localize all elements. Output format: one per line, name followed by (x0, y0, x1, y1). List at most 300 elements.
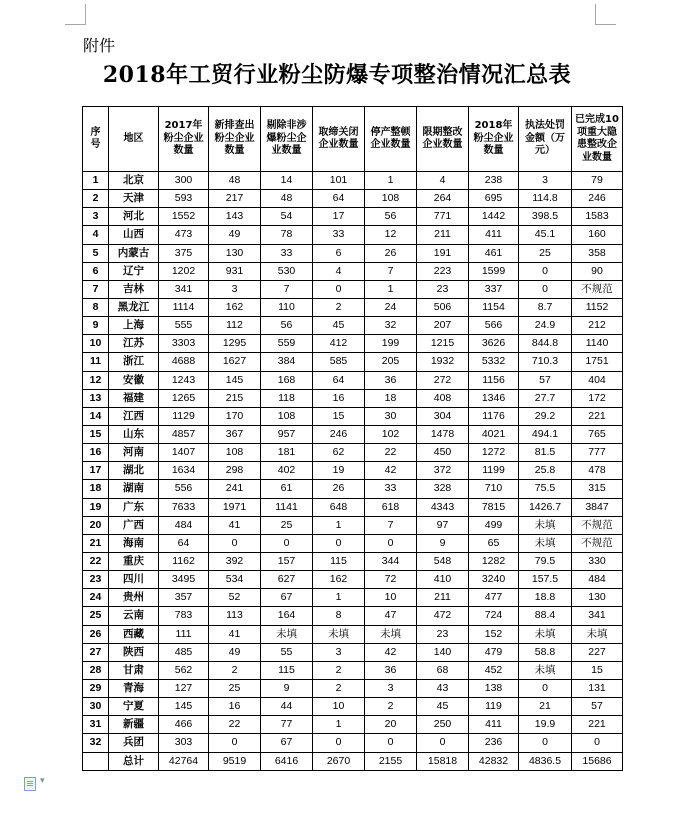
cell-region: 福建 (109, 389, 159, 407)
cell-rectify: 450 (417, 444, 469, 462)
cell-count-2017: 4688 (159, 353, 209, 371)
cell-region: 西藏 (109, 625, 159, 643)
cell-suspended: 30 (365, 407, 417, 425)
cell-completed: 57 (572, 698, 623, 716)
cell-penalty: 88.4 (519, 607, 572, 625)
cell-new-found: 241 (209, 480, 261, 498)
cell-new-found: 41 (209, 625, 261, 643)
cell-rectify: 410 (417, 571, 469, 589)
table-row (83, 389, 623, 407)
cell-closed: 3 (313, 643, 365, 661)
cell-rectify: 9 (417, 534, 469, 552)
cell-rectify: 211 (417, 226, 469, 244)
table-row (83, 172, 623, 190)
cell-new-found: 9519 (209, 752, 261, 770)
cell-suspended: 56 (365, 208, 417, 226)
cell-closed: 45 (313, 317, 365, 335)
cell-count-2018: 566 (469, 317, 519, 335)
cell-suspended: 1 (365, 280, 417, 298)
cell-suspended: 未填 (365, 625, 417, 643)
cell-count-2018: 238 (469, 172, 519, 190)
cell-rectify: 272 (417, 371, 469, 389)
cell-completed: 227 (572, 643, 623, 661)
cell-suspended: 3 (365, 679, 417, 697)
cell-count-2017: 562 (159, 661, 209, 679)
cell-region: 湖南 (109, 480, 159, 498)
cell-penalty: 未填 (519, 661, 572, 679)
cell-count-2017: 473 (159, 226, 209, 244)
cell-excluded: 1141 (261, 498, 313, 516)
cell-completed: 79 (572, 172, 623, 190)
cell-count-2018: 461 (469, 244, 519, 262)
cell-new-found: 0 (209, 734, 261, 752)
cell-rectify: 1478 (417, 425, 469, 443)
document-icon[interactable] (24, 777, 36, 791)
cell-excluded: 56 (261, 317, 313, 335)
cell-suspended: 42 (365, 462, 417, 480)
cell-closed: 2 (313, 298, 365, 316)
cell-count-2018: 695 (469, 190, 519, 208)
cell-penalty: 24.9 (519, 317, 572, 335)
cell-rectify: 472 (417, 607, 469, 625)
cell-region: 山东 (109, 425, 159, 443)
table-row (83, 552, 623, 570)
cell-penalty: 未填 (519, 516, 572, 534)
cell-penalty: 398.5 (519, 208, 572, 226)
cell-count-2018: 119 (469, 698, 519, 716)
cell-closed: 412 (313, 335, 365, 353)
cell-new-found: 49 (209, 643, 261, 661)
table-row (83, 244, 623, 262)
attachment-label: 附件 (83, 36, 116, 55)
cell-count-2018: 65 (469, 534, 519, 552)
cell-completed: 212 (572, 317, 623, 335)
cell-count-2017: 555 (159, 317, 209, 335)
cell-closed: 64 (313, 190, 365, 208)
table-row (83, 679, 623, 697)
cell-completed: 330 (572, 552, 623, 570)
cell-count-2018: 499 (469, 516, 519, 534)
cell-count-2017: 111 (159, 625, 209, 643)
cell-rectify: 1932 (417, 353, 469, 371)
cell-excluded: 67 (261, 734, 313, 752)
cell-region: 兵团 (109, 734, 159, 752)
cell-new-found: 298 (209, 462, 261, 480)
cell-region: 陕西 (109, 643, 159, 661)
cell-count-2017: 1114 (159, 298, 209, 316)
cell-excluded: 957 (261, 425, 313, 443)
cell-new-found: 143 (209, 208, 261, 226)
cell-suspended: 7 (365, 516, 417, 534)
cell-excluded: 110 (261, 298, 313, 316)
cell-rectify: 548 (417, 552, 469, 570)
cell-count-2017: 145 (159, 698, 209, 716)
cell-completed: 172 (572, 389, 623, 407)
cell-completed: 160 (572, 226, 623, 244)
table-row (83, 444, 623, 462)
cell-rectify: 0 (417, 734, 469, 752)
cell-count-2017: 300 (159, 172, 209, 190)
cell-index: 7 (83, 280, 109, 298)
cell-index: 3 (83, 208, 109, 226)
cell-index: 15 (83, 425, 109, 443)
cell-closed: 62 (313, 444, 365, 462)
cell-closed: 16 (313, 389, 365, 407)
cell-penalty: 29.2 (519, 407, 572, 425)
cell-count-2017: 1162 (159, 552, 209, 570)
cell-penalty: 27.7 (519, 389, 572, 407)
cell-count-2018: 4021 (469, 425, 519, 443)
cell-region: 广西 (109, 516, 159, 534)
table-row (83, 425, 623, 443)
cell-excluded: 78 (261, 226, 313, 244)
cell-suspended: 24 (365, 298, 417, 316)
cell-rectify: 68 (417, 661, 469, 679)
table-row (83, 571, 623, 589)
cell-closed: 0 (313, 280, 365, 298)
cell-excluded: 未填 (261, 625, 313, 643)
cell-completed: 765 (572, 425, 623, 443)
cell-closed: 648 (313, 498, 365, 516)
cell-rectify: 304 (417, 407, 469, 425)
cell-region: 上海 (109, 317, 159, 335)
cell-completed: 不规范 (572, 516, 623, 534)
cell-penalty: 18.8 (519, 589, 572, 607)
cell-suspended: 47 (365, 607, 417, 625)
table-row (83, 716, 623, 734)
cell-count-2017: 3303 (159, 335, 209, 353)
cell-completed: 484 (572, 571, 623, 589)
cell-penalty: 45.1 (519, 226, 572, 244)
cell-suspended: 10 (365, 589, 417, 607)
cell-index: 5 (83, 244, 109, 262)
cell-excluded: 48 (261, 190, 313, 208)
cell-completed: 404 (572, 371, 623, 389)
cell-completed: 0 (572, 734, 623, 752)
cell-count-2018: 152 (469, 625, 519, 643)
cell-index: 26 (83, 625, 109, 643)
header-completed: 已完成10项重大隐患整改企业数量 (572, 107, 623, 172)
cell-region: 青海 (109, 679, 159, 697)
cell-new-found: 3 (209, 280, 261, 298)
cell-count-2018: 1282 (469, 552, 519, 570)
cell-closed: 15 (313, 407, 365, 425)
cell-count-2018: 477 (469, 589, 519, 607)
cell-new-found: 16 (209, 698, 261, 716)
table-row (83, 262, 623, 280)
cell-closed: 1 (313, 516, 365, 534)
table-total-row (83, 752, 623, 770)
cell-count-2018: 1156 (469, 371, 519, 389)
cell-region: 宁夏 (109, 698, 159, 716)
cell-excluded: 181 (261, 444, 313, 462)
table-row (83, 516, 623, 534)
cell-new-found: 534 (209, 571, 261, 589)
header-closed: 取缔关闭企业数量 (313, 107, 365, 172)
cell-region: 辽宁 (109, 262, 159, 280)
cell-new-found: 130 (209, 244, 261, 262)
header-2018-count: 2018年粉尘企业数量 (469, 107, 519, 172)
cell-new-found: 2 (209, 661, 261, 679)
cell-penalty: 未填 (519, 625, 572, 643)
cell-penalty: 3 (519, 172, 572, 190)
table-row (83, 534, 623, 552)
cell-excluded: 115 (261, 661, 313, 679)
cell-count-2017: 485 (159, 643, 209, 661)
cell-excluded: 6416 (261, 752, 313, 770)
cell-closed: 4 (313, 262, 365, 280)
cell-index: 31 (83, 716, 109, 734)
cell-region: 江苏 (109, 335, 159, 353)
cell-index: 6 (83, 262, 109, 280)
cell-penalty: 25.8 (519, 462, 572, 480)
cell-excluded: 67 (261, 589, 313, 607)
cell-count-2017: 484 (159, 516, 209, 534)
cell-count-2018: 411 (469, 226, 519, 244)
cell-completed: 1152 (572, 298, 623, 316)
cell-count-2017: 1634 (159, 462, 209, 480)
cell-new-found: 1295 (209, 335, 261, 353)
cell-new-found: 367 (209, 425, 261, 443)
cell-suspended: 7 (365, 262, 417, 280)
cell-index: 28 (83, 661, 109, 679)
cell-index: 23 (83, 571, 109, 589)
cell-count-2017: 3495 (159, 571, 209, 589)
cell-count-2017: 4857 (159, 425, 209, 443)
cell-completed: 90 (572, 262, 623, 280)
cell-penalty: 0 (519, 679, 572, 697)
cell-completed: 777 (572, 444, 623, 462)
cell-region: 山西 (109, 226, 159, 244)
cell-excluded: 7 (261, 280, 313, 298)
cell-suspended: 1 (365, 172, 417, 190)
cell-region: 北京 (109, 172, 159, 190)
cell-suspended: 42 (365, 643, 417, 661)
cell-index: 20 (83, 516, 109, 534)
cell-rectify: 43 (417, 679, 469, 697)
cell-region: 浙江 (109, 353, 159, 371)
cell-count-2018: 138 (469, 679, 519, 697)
cell-suspended: 344 (365, 552, 417, 570)
table-row (83, 371, 623, 389)
cell-closed: 17 (313, 208, 365, 226)
cell-suspended: 2 (365, 698, 417, 716)
cell-penalty: 58.8 (519, 643, 572, 661)
cell-penalty: 844.8 (519, 335, 572, 353)
cell-penalty: 157.5 (519, 571, 572, 589)
cell-index: 14 (83, 407, 109, 425)
cell-region: 黑龙江 (109, 298, 159, 316)
cell-count-2017: 466 (159, 716, 209, 734)
cell-index: 16 (83, 444, 109, 462)
cell-index: 12 (83, 371, 109, 389)
header-penalty: 执法处罚金额（万元） (519, 107, 572, 172)
cell-rectify: 4343 (417, 498, 469, 516)
cell-excluded: 559 (261, 335, 313, 353)
cell-completed: 246 (572, 190, 623, 208)
cell-closed: 585 (313, 353, 365, 371)
cell-count-2017: 64 (159, 534, 209, 552)
cell-count-2018: 1442 (469, 208, 519, 226)
table-row (83, 589, 623, 607)
cell-count-2018: 5332 (469, 353, 519, 371)
cell-closed: 246 (313, 425, 365, 443)
cell-new-found: 22 (209, 716, 261, 734)
cell-new-found: 108 (209, 444, 261, 462)
cell-penalty: 21 (519, 698, 572, 716)
cell-rectify: 97 (417, 516, 469, 534)
cell-index: 27 (83, 643, 109, 661)
cell-rectify: 328 (417, 480, 469, 498)
cell-excluded: 168 (261, 371, 313, 389)
cell-closed: 2 (313, 661, 365, 679)
cell-closed: 19 (313, 462, 365, 480)
cell-new-found: 41 (209, 516, 261, 534)
cell-count-2018: 236 (469, 734, 519, 752)
cell-new-found: 145 (209, 371, 261, 389)
table-row (83, 607, 623, 625)
cell-count-2018: 479 (469, 643, 519, 661)
cell-count-2018: 3626 (469, 335, 519, 353)
cell-excluded: 14 (261, 172, 313, 190)
cell-suspended: 205 (365, 353, 417, 371)
cell-new-found: 52 (209, 589, 261, 607)
cell-rectify: 140 (417, 643, 469, 661)
cell-index: 9 (83, 317, 109, 335)
cell-count-2018: 1599 (469, 262, 519, 280)
table-row (83, 643, 623, 661)
cell-excluded: 55 (261, 643, 313, 661)
cell-completed: 未填 (572, 625, 623, 643)
cell-penalty: 57 (519, 371, 572, 389)
cell-completed: 478 (572, 462, 623, 480)
table-row (83, 353, 623, 371)
cell-count-2017: 1202 (159, 262, 209, 280)
cell-completed: 315 (572, 480, 623, 498)
cell-rectify: 264 (417, 190, 469, 208)
cell-suspended: 12 (365, 226, 417, 244)
cell-closed: 101 (313, 172, 365, 190)
cell-penalty: 81.5 (519, 444, 572, 462)
cell-excluded: 530 (261, 262, 313, 280)
cell-index: 2 (83, 190, 109, 208)
chevron-down-icon[interactable]: ▾ (40, 776, 45, 786)
header-index: 序号 (83, 107, 109, 172)
header-region: 地区 (109, 107, 159, 172)
cell-excluded: 44 (261, 698, 313, 716)
cell-completed: 358 (572, 244, 623, 262)
cell-new-found: 170 (209, 407, 261, 425)
cell-excluded: 54 (261, 208, 313, 226)
cell-closed: 8 (313, 607, 365, 625)
cell-index: 25 (83, 607, 109, 625)
cell-count-2017: 1407 (159, 444, 209, 462)
cell-count-2017: 1265 (159, 389, 209, 407)
cell-suspended: 32 (365, 317, 417, 335)
cell-closed: 64 (313, 371, 365, 389)
cell-excluded: 9 (261, 679, 313, 697)
cell-new-found: 0 (209, 534, 261, 552)
cell-excluded: 0 (261, 534, 313, 552)
cell-closed: 6 (313, 244, 365, 262)
cell-closed: 0 (313, 734, 365, 752)
table-row (83, 625, 623, 643)
cell-suspended: 0 (365, 534, 417, 552)
cell-suspended: 618 (365, 498, 417, 516)
cell-region: 湖北 (109, 462, 159, 480)
cell-closed: 0 (313, 534, 365, 552)
cell-rectify: 372 (417, 462, 469, 480)
cell-suspended: 199 (365, 335, 417, 353)
cell-suspended: 2155 (365, 752, 417, 770)
cell-completed: 1583 (572, 208, 623, 226)
cell-completed: 131 (572, 679, 623, 697)
cell-count-2017: 375 (159, 244, 209, 262)
cell-rectify: 771 (417, 208, 469, 226)
table-row (83, 190, 623, 208)
cell-completed: 1140 (572, 335, 623, 353)
cell-index: 21 (83, 534, 109, 552)
cell-region: 广东 (109, 498, 159, 516)
cell-suspended: 36 (365, 371, 417, 389)
header-suspended: 停产整顿企业数量 (365, 107, 417, 172)
cell-region: 新疆 (109, 716, 159, 734)
cell-index: 24 (83, 589, 109, 607)
cell-completed: 1751 (572, 353, 623, 371)
cell-suspended: 20 (365, 716, 417, 734)
cell-region: 总计 (109, 752, 159, 770)
table-row (83, 480, 623, 498)
cell-index: 17 (83, 462, 109, 480)
cell-penalty: 0 (519, 280, 572, 298)
cell-completed: 3847 (572, 498, 623, 516)
cell-count-2017: 556 (159, 480, 209, 498)
cell-excluded: 164 (261, 607, 313, 625)
table-header-row (83, 107, 623, 172)
cell-completed: 221 (572, 716, 623, 734)
cell-region: 重庆 (109, 552, 159, 570)
cell-region: 江西 (109, 407, 159, 425)
cell-count-2018: 3240 (469, 571, 519, 589)
cell-count-2018: 42832 (469, 752, 519, 770)
cell-count-2017: 7633 (159, 498, 209, 516)
cell-excluded: 25 (261, 516, 313, 534)
cell-count-2017: 42764 (159, 752, 209, 770)
cell-penalty: 494.1 (519, 425, 572, 443)
cell-region: 吉林 (109, 280, 159, 298)
cell-penalty: 8.7 (519, 298, 572, 316)
cell-suspended: 72 (365, 571, 417, 589)
cell-penalty: 710.3 (519, 353, 572, 371)
cell-completed: 不规范 (572, 534, 623, 552)
cell-rectify: 207 (417, 317, 469, 335)
cell-completed: 不规范 (572, 280, 623, 298)
cell-region: 贵州 (109, 589, 159, 607)
cell-count-2018: 337 (469, 280, 519, 298)
table-row (83, 208, 623, 226)
cell-count-2018: 710 (469, 480, 519, 498)
table-row (83, 661, 623, 679)
cell-penalty: 79.5 (519, 552, 572, 570)
cell-index: 4 (83, 226, 109, 244)
cell-new-found: 25 (209, 679, 261, 697)
cell-excluded: 61 (261, 480, 313, 498)
page-corner-mark-left (65, 4, 86, 25)
cell-rectify: 191 (417, 244, 469, 262)
table-row (83, 407, 623, 425)
cell-count-2017: 1552 (159, 208, 209, 226)
header-2017-count: 2017年粉尘企业数量 (159, 107, 209, 172)
